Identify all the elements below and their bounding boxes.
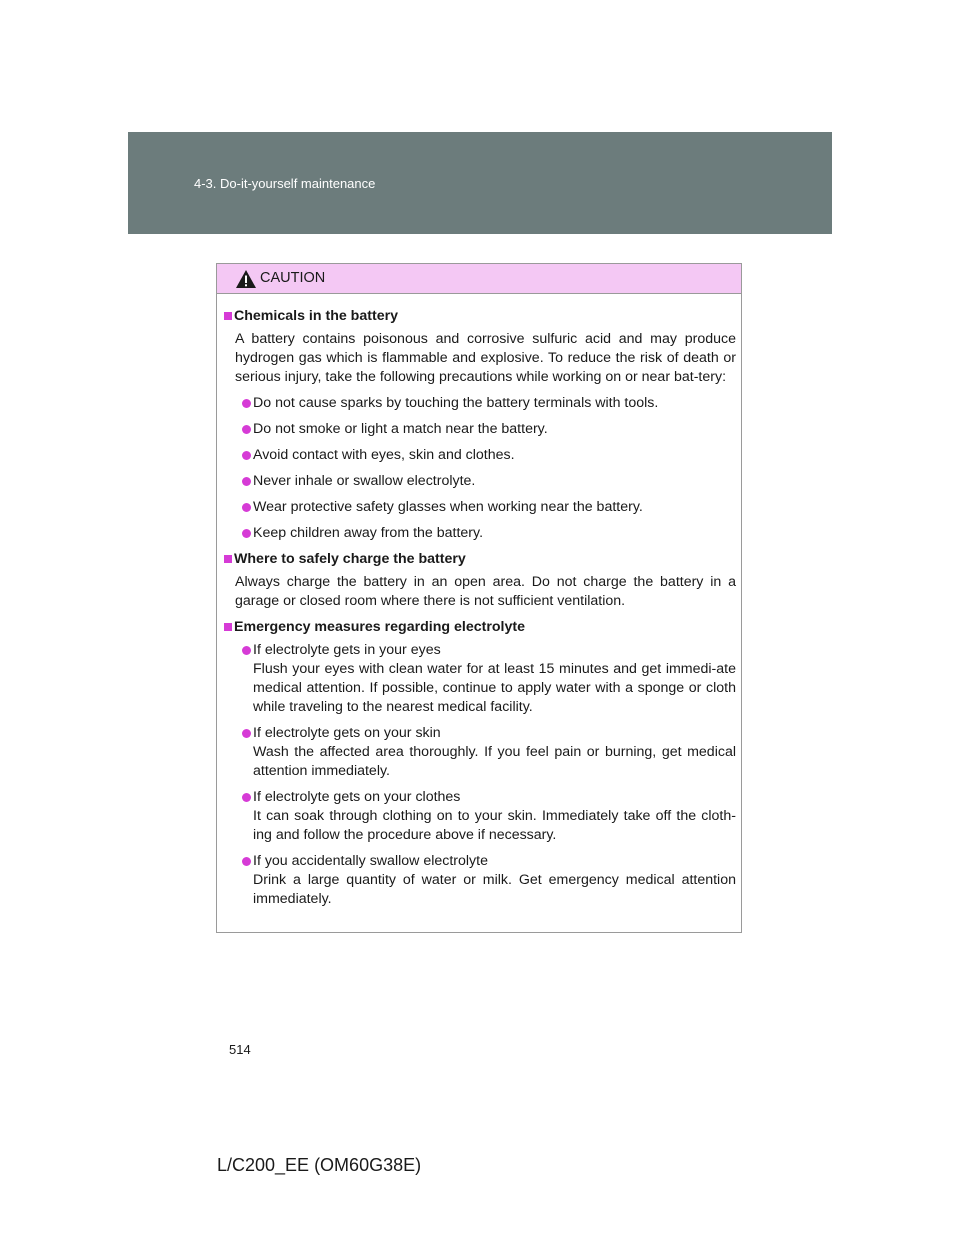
round-bullet-icon: [242, 793, 251, 802]
bullet-item: If electrolyte gets on your skin Wash the affected area thoroughly. If you feel pain or burning, get medical attention immediately.: [223, 724, 736, 781]
round-bullet-icon: [242, 646, 251, 655]
bullet-item: If you accidentally swallow electrolyte Drink a large quantity of water or milk. Get emergency medical attention immediately.: [223, 852, 736, 909]
page-number: 514: [229, 1042, 251, 1057]
section-heading: Where to safely charge the battery: [223, 550, 736, 569]
bullet-item: If electrolyte gets in your eyes Flush your eyes with clean water for at least 15 minutes and get immedi-ate medical attention. If possible, continue to apply water with a sponge or cloth while traveling to the nearest medical facility.: [223, 641, 736, 717]
section-title: 4-3. Do-it-yourself maintenance: [194, 176, 376, 191]
header-band: [128, 132, 832, 234]
square-bullet-icon: [224, 555, 232, 563]
caution-title: CAUTION: [260, 270, 326, 286]
caution-box: [216, 263, 742, 933]
round-bullet-icon: [242, 857, 251, 866]
square-bullet-icon: [224, 623, 232, 631]
caution-body: [217, 294, 741, 909]
round-bullet-icon: [242, 425, 251, 434]
section-text: A battery contains poisonous and corrosive sulfuric acid and may produce hydrogen gas which is flammable and explosive. To reduce the risk of death or serious injury, take the following precautions while working on or near bat-tery:: [235, 331, 736, 385]
bullet-item: Do not smoke or light a match near the battery.: [223, 420, 736, 439]
warning-triangle-icon: [235, 269, 257, 289]
section-heading: Chemicals in the battery: [223, 307, 736, 326]
bullet-item: If electrolyte gets on your clothes It can soak through clothing on to your skin. Immediately take off the cloth-ing and follow the procedure above if necessary.: [223, 788, 736, 845]
square-bullet-icon: [224, 312, 232, 320]
bullet-item: Avoid contact with eyes, skin and clothes.: [223, 446, 736, 465]
round-bullet-icon: [242, 477, 251, 486]
section-heading: Emergency measures regarding electrolyte: [223, 618, 736, 637]
document-code: L/C200_EE (OM60G38E): [217, 1155, 422, 1175]
round-bullet-icon: [242, 451, 251, 460]
round-bullet-icon: [242, 729, 251, 738]
bullet-item: Never inhale or swallow electrolyte.: [223, 472, 736, 491]
bullet-item: Wear protective safety glasses when working near the battery.: [223, 498, 736, 517]
round-bullet-icon: [242, 503, 251, 512]
round-bullet-icon: [242, 529, 251, 538]
section-text: Always charge the battery in an open area. Do not charge the battery in a garage or closed room where there is not sufficient ventilation.: [235, 574, 736, 609]
bullet-item: Do not cause sparks by touching the battery terminals with tools.: [223, 394, 736, 413]
round-bullet-icon: [242, 399, 251, 408]
bullet-item: Keep children away from the battery.: [223, 524, 736, 543]
caution-header: [217, 264, 741, 294]
